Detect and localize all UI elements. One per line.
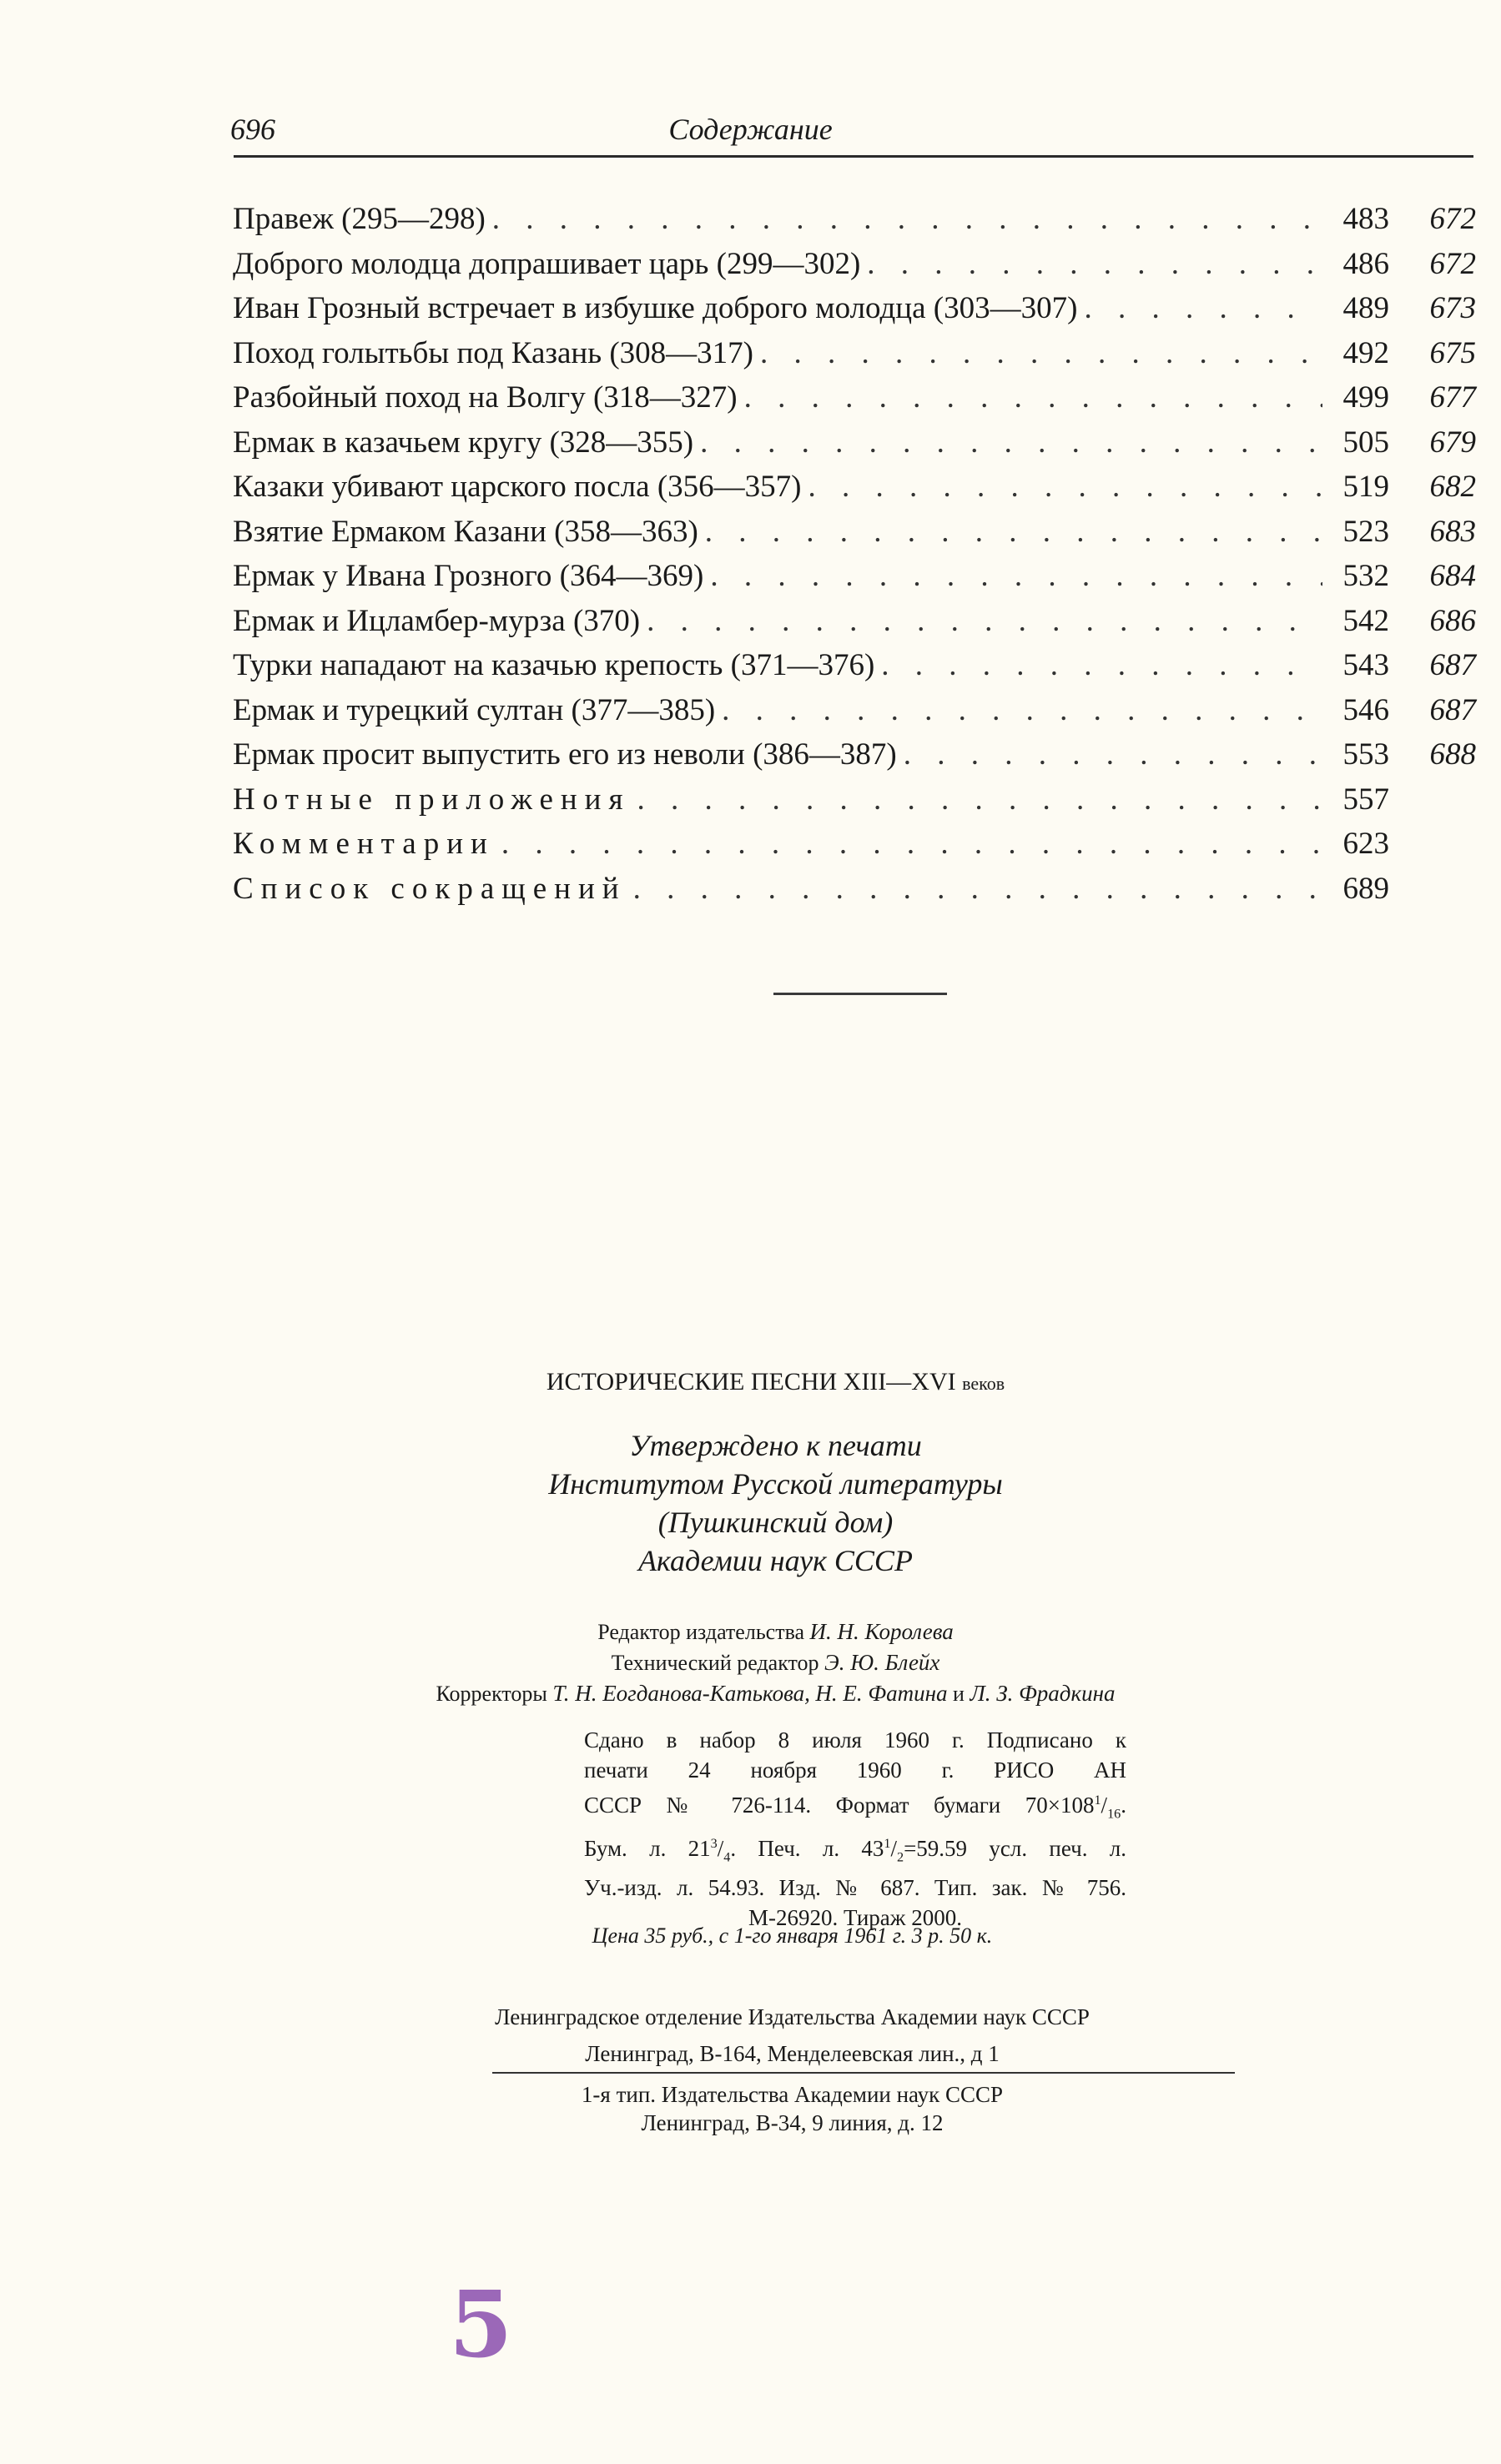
toc-row[interactable] xyxy=(233,286,1476,331)
approval-line: Институтом Русской литературы xyxy=(548,1467,1003,1501)
toc-page: 546 xyxy=(1342,692,1389,727)
dot-leader xyxy=(698,510,1322,555)
printer-line: 1-я тип. Издательства Академии наук СССР xyxy=(581,2082,1004,2107)
toc-comment-page: 688 xyxy=(1429,737,1476,772)
print-line: Бум. л. $21^3/_4$. Печ. л. $43^1/_2=59.59$ усл. печ. л. xyxy=(584,1836,1126,1865)
book-title-suffix: веков xyxy=(962,1373,1005,1394)
toc-title: Казаки убивают царского посла (356—357) xyxy=(233,470,802,504)
toc-title: Ермак и турецкий султан (377—385) xyxy=(233,692,716,727)
and-word: и xyxy=(953,1682,965,1706)
publisher-line: Ленинградское отделение Издательства Академии наук СССР xyxy=(495,2004,1090,2029)
corrector-2: Н. Е. Фатина xyxy=(815,1681,948,1706)
toc-page: 523 xyxy=(1342,514,1389,549)
toc-row[interactable] xyxy=(233,822,1476,867)
toc-page: 532 xyxy=(1342,559,1389,593)
print-line: СССР № 726-114. Формат бумаги $70\times 108^1/_{16}$. xyxy=(584,1793,1126,1822)
dot-leader xyxy=(801,465,1322,510)
approval-block xyxy=(0,1426,1501,1580)
format-text: СССР № 726-114. Формат бумаги 70×108 xyxy=(584,1793,1095,1818)
tech-editor-name: Э. Ю. Блейх xyxy=(824,1650,940,1675)
dot-leader xyxy=(495,822,1322,867)
dot-leader xyxy=(627,867,1322,912)
credits-block xyxy=(0,1617,1501,1709)
toc-page: 499 xyxy=(1342,380,1389,415)
publisher-block xyxy=(0,1999,1501,2072)
toc-comment-page: 684 xyxy=(1429,559,1476,593)
toc-comment-page: 672 xyxy=(1429,202,1476,236)
toc-comment-page: 679 xyxy=(1429,425,1476,460)
toc-comment-page: 687 xyxy=(1429,692,1476,727)
pech-value: =59.59 усл. печ. л. xyxy=(904,1836,1126,1862)
toc-page: 489 xyxy=(1342,291,1389,325)
toc-comment-page: 682 xyxy=(1429,470,1476,504)
format-den: 16 xyxy=(1107,1806,1121,1822)
toc-row[interactable] xyxy=(233,599,1476,644)
book-title-main: ИСТОРИЧЕСКИЕ ПЕСНИ XIII—XVI xyxy=(546,1368,956,1395)
toc-comment-page: 687 xyxy=(1429,648,1476,682)
toc-row[interactable] xyxy=(233,554,1476,599)
print-line: печати 24 ноября 1960 г. РИСО АН xyxy=(584,1757,1126,1783)
pech-num: 1 xyxy=(884,1836,891,1852)
printing-details xyxy=(584,1725,1126,1933)
toc-title: Разбойный поход на Волгу (318—327) xyxy=(233,380,738,415)
dot-leader xyxy=(897,732,1322,777)
price-line: Цена 35 руб., с 1-го января 1961 г. 3 р. 50 к. xyxy=(592,1923,993,1948)
toc-comment-page: 686 xyxy=(1429,603,1476,638)
corrector-1: Т. Н. Еогданова-Катькова, xyxy=(552,1681,810,1706)
toc-page: 553 xyxy=(1342,737,1389,772)
pech-text: Печ. л. 43 xyxy=(758,1836,884,1862)
toc-title: Взятие Ермаком Казани (358—363) xyxy=(233,514,698,549)
approval-line: Академии наук СССР xyxy=(638,1544,913,1577)
dot-leader xyxy=(860,242,1322,287)
tech-editor-line xyxy=(50,1647,1501,1678)
toc-row[interactable] xyxy=(233,777,1476,822)
page-number: 696 xyxy=(230,113,275,146)
toc-row[interactable] xyxy=(233,331,1476,376)
approval-line: Утверждено к печати xyxy=(629,1429,922,1462)
correctors-line xyxy=(50,1678,1501,1709)
editor-line xyxy=(50,1617,1501,1647)
tech-editor-label: Технический редактор xyxy=(611,1651,819,1675)
dot-leader xyxy=(640,599,1322,644)
pech-den: 2 xyxy=(896,1849,904,1865)
running-title: Содержание xyxy=(668,113,833,146)
printer-block xyxy=(0,2080,1501,2137)
bum-text: Бум. л. 21 xyxy=(584,1836,711,1862)
toc-comment-page: 673 xyxy=(1429,291,1476,325)
bum-den: 4 xyxy=(723,1849,731,1865)
toc-title: Доброго молодца допрашивает царь (299—302) xyxy=(233,246,861,281)
toc-row[interactable] xyxy=(233,867,1476,912)
correctors-label: Корректоры xyxy=(436,1682,547,1706)
toc-row[interactable] xyxy=(233,197,1476,242)
toc-page: 492 xyxy=(1342,335,1389,370)
toc-comment-page: 675 xyxy=(1429,335,1476,370)
approval-line: (Пушкинский дом) xyxy=(657,1506,894,1539)
dot-leader xyxy=(738,375,1322,420)
dot-leader xyxy=(631,777,1323,822)
dot-leader xyxy=(874,643,1322,688)
toc-row[interactable] xyxy=(233,420,1476,465)
editor-label: Редактор издательства xyxy=(597,1620,805,1644)
toc-title: Ермак у Ивана Грозного (364—369) xyxy=(233,559,704,593)
toc-comment-page: 683 xyxy=(1429,514,1476,549)
toc-title: Поход голытьбы под Казань (308—317) xyxy=(233,335,753,370)
toc-page: 557 xyxy=(1342,782,1389,817)
corrector-3: Л. З. Фрадкина xyxy=(970,1681,1116,1706)
dot-leader xyxy=(753,331,1322,376)
print-line: М-26920. Тираж 2000. xyxy=(748,1904,962,1930)
toc-page: 483 xyxy=(1342,202,1389,236)
library-stamp: 5 xyxy=(449,2270,513,2378)
publisher-line: Ленинград, В-164, Менделеевская лин., д 1 xyxy=(585,2041,1000,2066)
format-num: 1 xyxy=(1094,1793,1101,1808)
toc-title: Ермак просит выпустить его из неволи (386—387) xyxy=(233,737,897,772)
toc-page: 486 xyxy=(1342,246,1389,281)
toc-title: Комментарии xyxy=(233,827,495,861)
toc-title: Турки нападают на казачью крепость (371—376) xyxy=(233,648,875,682)
dot-leader xyxy=(703,554,1322,599)
editor-name: И. Н. Королева xyxy=(809,1619,954,1644)
toc-row[interactable] xyxy=(233,375,1476,420)
toc-title: Ермак в казачьем кругу (328—355) xyxy=(233,425,694,460)
toc-page: 543 xyxy=(1342,648,1389,682)
dot-leader xyxy=(693,420,1322,465)
toc-title: Правеж (295—298) xyxy=(233,202,486,236)
toc-page: 623 xyxy=(1342,827,1389,861)
toc-row[interactable] xyxy=(233,465,1476,510)
section-divider xyxy=(773,993,947,995)
publisher-rule xyxy=(492,2072,1235,2074)
toc-row[interactable] xyxy=(233,510,1476,555)
toc-title: Нотные приложения xyxy=(233,782,631,817)
printer-line: Ленинград, В-34, 9 линия, д. 12 xyxy=(641,2110,944,2135)
book-title xyxy=(0,1368,1501,1396)
header-rule xyxy=(234,155,1473,158)
bum-num: 3 xyxy=(710,1836,718,1852)
table-of-contents xyxy=(233,197,1476,911)
print-line: Сдано в набор 8 июля 1960 г. Подписано к xyxy=(584,1727,1126,1752)
dot-leader xyxy=(486,197,1322,242)
toc-page: 542 xyxy=(1342,603,1389,638)
toc-title: Иван Грозный встречает в избушке доброго молодца (303—307) xyxy=(233,291,1078,325)
toc-row[interactable] xyxy=(233,242,1476,287)
toc-title: Ермак и Ицламбер-мурза (370) xyxy=(233,603,641,638)
toc-row[interactable] xyxy=(233,643,1476,688)
print-line: Уч.-изд. л. 54.93. Изд. № 687. Тип. зак. № 756. xyxy=(584,1874,1126,1900)
toc-page: 505 xyxy=(1342,425,1389,460)
dot-leader xyxy=(1077,286,1322,331)
toc-row[interactable] xyxy=(233,732,1476,777)
toc-comment-page: 672 xyxy=(1429,246,1476,281)
dot-leader xyxy=(715,688,1322,733)
toc-row[interactable] xyxy=(233,688,1476,733)
toc-comment-page: 677 xyxy=(1429,380,1476,415)
toc-page: 689 xyxy=(1342,871,1389,906)
toc-page: 519 xyxy=(1342,470,1389,504)
toc-title: Список сокращений xyxy=(233,871,627,906)
